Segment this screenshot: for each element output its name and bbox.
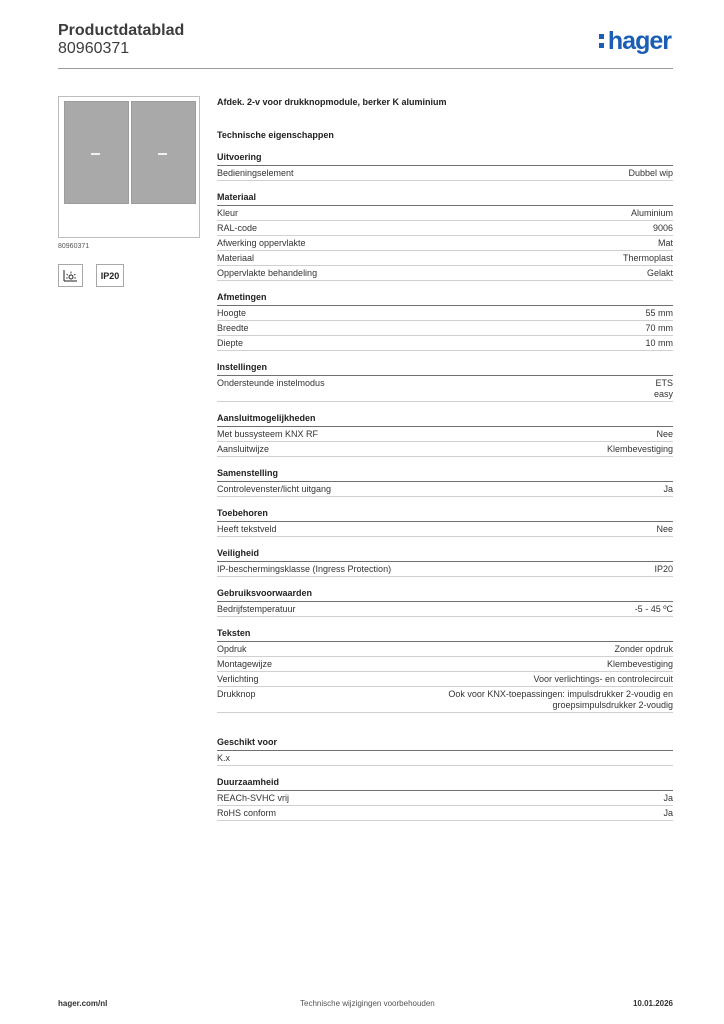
spec-label: Aansluitwijze — [217, 444, 270, 454]
section-title: Afmetingen — [217, 292, 673, 306]
spec-label: Bedieningselement — [217, 168, 294, 178]
spec-row — [217, 266, 673, 281]
spec-section — [217, 588, 673, 617]
spec-value — [653, 223, 673, 234]
specifications — [217, 96, 673, 832]
spec-label: Breedte — [217, 323, 249, 333]
section-title: Toebehoren — [217, 508, 673, 522]
spec-value-line: ETS — [655, 378, 673, 388]
spec-row — [217, 791, 673, 806]
spec-row — [217, 806, 673, 821]
spec-row — [217, 376, 673, 402]
spec-row — [217, 687, 673, 713]
spec-value-line: Ook voor KNX-toepassingen: impulsdrukker 2-voudig en — [448, 689, 673, 699]
spec-label: Kleur — [217, 208, 239, 218]
spec-label: Oppervlakte behandeling — [217, 268, 318, 278]
spec-value-line: Ja — [663, 793, 673, 803]
header-divider — [58, 68, 673, 69]
spec-label: IP-beschermingsklasse (Ingress Protection) — [217, 564, 392, 574]
spec-value — [635, 604, 673, 615]
spec-value-line: 9006 — [652, 223, 673, 233]
spec-section — [217, 192, 673, 281]
spec-label: Ondersteunde instelmodus — [217, 378, 325, 388]
spec-label: RoHS conform — [217, 808, 277, 818]
spec-row — [217, 427, 673, 442]
section-title: Uitvoering — [217, 152, 673, 166]
spec-label: Opdruk — [217, 644, 247, 654]
spec-value-line: Zonder opdruk — [614, 644, 673, 654]
spec-label: Hoogte — [217, 308, 247, 318]
spec-row — [217, 672, 673, 687]
spec-section — [217, 548, 673, 577]
image-caption: 80960371 — [58, 243, 90, 250]
product-image — [58, 96, 200, 238]
spec-section — [217, 362, 673, 402]
spec-row — [217, 482, 673, 497]
spec-row — [217, 321, 673, 336]
spec-value-line: Mat — [657, 238, 673, 248]
ip-rating-badge: IP20 — [96, 264, 124, 287]
spec-row — [217, 251, 673, 266]
spec-label: Bedrijfstemperatuur — [217, 604, 296, 614]
spec-value-line: groepsimpulsdrukker 2-voudig — [552, 700, 673, 710]
section-title: Materiaal — [217, 192, 673, 206]
spec-section — [217, 628, 673, 713]
hager-logo[interactable] — [599, 28, 671, 54]
logo-dots-icon — [599, 32, 606, 50]
spec-label: Montagewijze — [217, 659, 273, 669]
logo-text: hager — [607, 26, 671, 55]
document-title: Productdatablad — [58, 22, 185, 39]
light-bulb-icon — [58, 264, 83, 287]
spec-value — [645, 338, 673, 349]
spec-row — [217, 562, 673, 577]
footer-website-link[interactable]: hager.com/nl — [58, 999, 108, 1008]
spec-label: Materiaal — [217, 253, 255, 263]
rocker-left — [64, 101, 129, 204]
product-number: 80960371 — [58, 40, 130, 57]
page-header — [58, 22, 673, 70]
spec-section — [217, 508, 673, 537]
page-footer — [58, 999, 673, 1011]
product-name: Afdek. 2-v voor drukknopmodule, berker K aluminium — [217, 97, 447, 107]
spec-row — [217, 236, 673, 251]
spec-section — [217, 152, 673, 181]
spec-row — [217, 306, 673, 321]
spec-value — [628, 168, 673, 179]
spec-value-line: Klembevestiging — [606, 444, 673, 454]
spec-row — [217, 602, 673, 617]
section-title: Geschikt voor — [217, 737, 673, 751]
spec-row — [217, 166, 673, 181]
spec-sections — [217, 152, 673, 821]
spec-row — [217, 206, 673, 221]
spec-value-line: Dubbel wip — [628, 168, 673, 178]
spec-value — [631, 208, 673, 219]
section-title: Instellingen — [217, 362, 673, 376]
spec-value — [654, 564, 673, 575]
spec-label: Controlevenster/licht uitgang — [217, 484, 332, 494]
spec-section — [217, 777, 673, 821]
spec-value — [654, 378, 673, 400]
spec-row — [217, 336, 673, 351]
spec-label: Drukknop — [217, 689, 256, 699]
spec-label: K.x — [217, 753, 231, 763]
spec-value-line: 70 mm — [645, 323, 673, 333]
spec-value — [645, 308, 673, 319]
indicator-window-icon — [91, 153, 100, 155]
spec-value-line: Ja — [663, 484, 673, 494]
spec-value-line: Voor verlichtings- en controlecircuit — [533, 674, 673, 684]
spec-value — [533, 674, 673, 685]
section-title: Veiligheid — [217, 548, 673, 562]
spec-value — [663, 808, 673, 819]
spec-value — [663, 793, 673, 804]
spec-label: Heeft tekstveld — [217, 524, 277, 534]
spec-section — [217, 468, 673, 497]
spec-label: RAL-code — [217, 223, 258, 233]
footer-disclaimer: Technische wijzigingen voorbehouden — [300, 999, 435, 1008]
section-title: Aansluitmogelijkheden — [217, 413, 673, 427]
spec-row — [217, 657, 673, 672]
rocker-right — [131, 101, 196, 204]
spec-label: Afwerking oppervlakte — [217, 238, 306, 248]
spec-value-line: 10 mm — [645, 338, 673, 348]
spec-value — [656, 524, 673, 535]
spec-value-line: Aluminium — [630, 208, 673, 218]
spec-value-line: Gelakt — [646, 268, 673, 278]
spec-label: REACh-SVHC vrij — [217, 793, 290, 803]
section-title: Duurzaamheid — [217, 777, 673, 791]
spec-value-line: Klembevestiging — [606, 659, 673, 669]
spec-row — [217, 442, 673, 457]
spec-row — [217, 642, 673, 657]
spec-value-line: Thermoplast — [622, 253, 673, 263]
section-title: Samenstelling — [217, 468, 673, 482]
spec-section — [217, 292, 673, 351]
spec-row — [217, 221, 673, 236]
technical-properties-title: Technische eigenschappen — [217, 130, 334, 140]
spec-value-line: -5 - 45 ºC — [634, 604, 673, 614]
spec-value — [647, 268, 673, 279]
spec-label: Diepte — [217, 338, 244, 348]
spec-value — [663, 484, 673, 495]
footer-date: 10.01.2026 — [632, 999, 673, 1008]
spec-value-line: easy — [653, 389, 673, 399]
spec-section — [217, 737, 673, 766]
spec-value — [656, 429, 673, 440]
spec-value-line: Ja — [663, 808, 673, 818]
spec-value — [614, 644, 673, 655]
spec-value — [607, 444, 673, 455]
indicator-window-icon — [158, 153, 167, 155]
spec-value — [645, 323, 673, 334]
spec-label: Met bussysteem KNX RF — [217, 429, 319, 439]
section-title: Teksten — [217, 628, 673, 642]
spec-value — [448, 689, 673, 711]
spec-section — [217, 413, 673, 457]
spec-value-line: Nee — [656, 524, 673, 534]
spec-row — [217, 522, 673, 537]
spec-value-line: Nee — [656, 429, 673, 439]
spec-value-line: 55 mm — [645, 308, 673, 318]
spec-value — [658, 238, 673, 249]
spec-label: Verlichting — [217, 674, 259, 684]
spec-row — [217, 751, 673, 766]
spec-value-line: IP20 — [654, 564, 673, 574]
spec-value — [623, 253, 673, 264]
section-title: Gebruiksvoorwaarden — [217, 588, 673, 602]
spec-value — [607, 659, 673, 670]
